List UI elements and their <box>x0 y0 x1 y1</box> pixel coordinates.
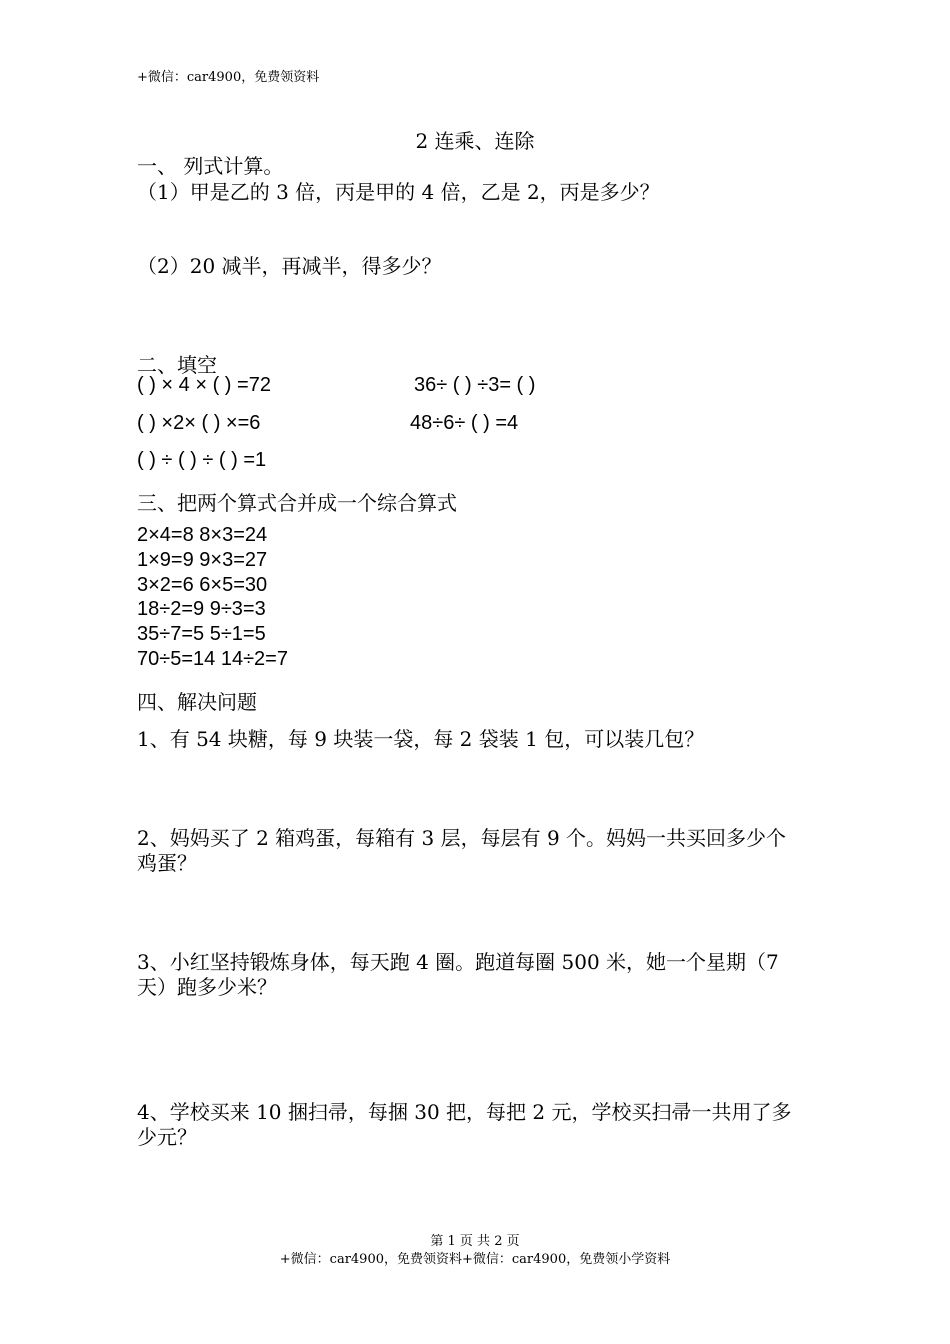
fill-row1-left: ( ) × 4 × ( ) =72 <box>137 374 271 396</box>
footer-watermark: +微信：car4900，免费领资料+微信：car4900，免费领小学资料 <box>279 1252 671 1267</box>
section1-question-2: （2）20 减半，再减半，得多少？ <box>137 254 442 278</box>
fill-row2-right: 48÷6÷ ( ) =4 <box>410 412 519 434</box>
section1-heading: 一、 列式计算。 <box>137 154 284 178</box>
combine-line: 3×2=6 6×5=30 <box>137 574 268 596</box>
header-watermark: +微信：car4900，免费领资料 <box>137 70 320 85</box>
problem-4-line2: 少元？ <box>137 1125 197 1149</box>
section4-heading: 四、解决问题 <box>137 690 257 714</box>
page-number: 第 1 页 共 2 页 <box>430 1234 520 1249</box>
fill-row3: ( ) ÷ ( ) ÷ ( ) =1 <box>137 449 267 471</box>
section3-heading: 三、把两个算式合并成一个综合算式 <box>137 491 457 515</box>
problem-2-line2: 鸡蛋？ <box>137 851 197 875</box>
fill-row1-right: 36÷ ( ) ÷3= ( ) <box>414 374 536 396</box>
combine-line: 18÷2=9 9÷3=3 <box>137 598 266 620</box>
problem-1: 1、有 54 块糖，每 9 块装一袋，每 2 袋装 1 包，可以装几包？ <box>137 727 705 751</box>
combine-line: 1×9=9 9×3=27 <box>137 549 268 571</box>
page-title: 2 连乘、连除 <box>415 129 535 153</box>
problem-4-line1: 4、学校买来 10 捆扫帚，每捆 30 把，每把 2 元，学校买扫帚一共用了多 <box>137 1100 792 1124</box>
combine-line: 70÷5=14 14÷2=7 <box>137 648 288 670</box>
problem-2-line1: 2、妈妈买了 2 箱鸡蛋，每箱有 3 层，每层有 9 个。妈妈一共买回多少个 <box>137 826 787 850</box>
combine-line: 35÷7=5 5÷1=5 <box>137 623 266 645</box>
section2-heading: 二、填空 <box>137 353 217 377</box>
fill-row2-left: ( ) ×2× ( ) ×=6 <box>137 412 261 434</box>
problem-3-line2: 天）跑多少米？ <box>137 975 277 999</box>
combine-line: 2×4=8 8×3=24 <box>137 524 268 546</box>
problem-3-line1: 3、小红坚持锻炼身体，每天跑 4 圈。跑道每圈 500 米，她一个星期（7 <box>137 950 779 974</box>
section1-question-1: （1）甲是乙的 3 倍，丙是甲的 4 倍，乙是 2，丙是多少？ <box>137 180 660 204</box>
